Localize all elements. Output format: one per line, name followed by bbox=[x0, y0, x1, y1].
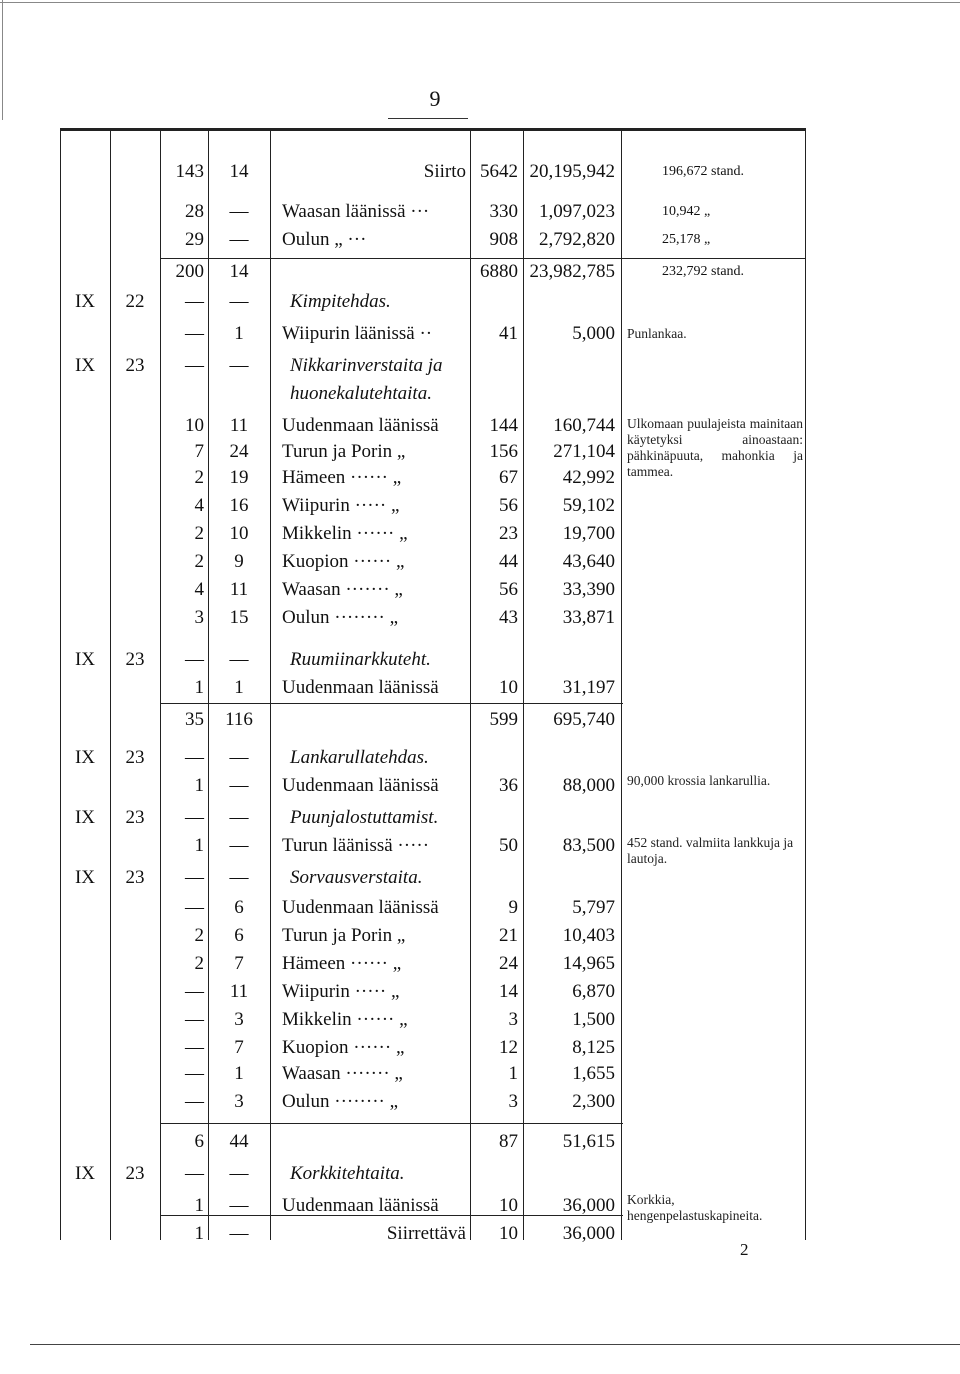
cell-value: 5,000 bbox=[572, 323, 615, 344]
cell-value: 19,700 bbox=[562, 523, 615, 544]
cell-name: huonekalutehtaita. bbox=[290, 383, 432, 404]
note-lankarullia: 90,000 krossia lankarullia. bbox=[627, 773, 771, 788]
cell-c3: 3 bbox=[194, 607, 204, 628]
cell-c4: 14 bbox=[229, 261, 249, 282]
cell-workers: 10 bbox=[499, 677, 518, 698]
cell-c3: — bbox=[185, 649, 204, 670]
cell-name: Uudenmaan läänissä bbox=[282, 677, 439, 698]
cell-c3: 7 bbox=[194, 441, 204, 462]
cell-value: 271,104 bbox=[553, 441, 615, 462]
cell-name: Sorvausverstaita. bbox=[290, 867, 423, 888]
cell-c4: — bbox=[229, 775, 249, 796]
cell-c4: 44 bbox=[229, 1131, 249, 1152]
cell-c4: 9 bbox=[234, 551, 244, 572]
cell-workers: 156 bbox=[489, 441, 518, 462]
cell-c1: IX bbox=[74, 291, 96, 312]
cell-c3: 2 bbox=[194, 523, 204, 544]
cell-name: Kuopion ······ „ bbox=[282, 551, 405, 572]
cell-workers: 56 bbox=[499, 495, 518, 516]
cell-c2: 23 bbox=[125, 649, 145, 670]
cell-c4: 1 bbox=[234, 677, 244, 698]
cell-value: 20,195,942 bbox=[529, 161, 615, 182]
cell-name: Mikkelin ······ „ bbox=[282, 523, 408, 544]
cell-c3: 6 bbox=[194, 1131, 204, 1152]
cell-c3: 1 bbox=[194, 775, 204, 796]
cell-name: Uudenmaan läänissä bbox=[282, 415, 439, 436]
cell-workers: 56 bbox=[499, 579, 518, 600]
cell-value: 33,871 bbox=[562, 607, 615, 628]
cell-c4: 10 bbox=[229, 523, 249, 544]
cell-c2: 22 bbox=[125, 291, 145, 312]
cell-name: Kuopion ······ „ bbox=[282, 1037, 405, 1058]
cell-workers: 41 bbox=[499, 323, 518, 344]
cell-value: 160,744 bbox=[553, 415, 615, 436]
cell-c3: 1 bbox=[194, 1223, 204, 1244]
cell-value: 83,500 bbox=[562, 835, 615, 856]
cell-name: Turun läänissä ····· bbox=[282, 835, 430, 856]
cell-c2: 23 bbox=[125, 1163, 145, 1184]
cell-value: 36,000 bbox=[562, 1195, 615, 1216]
cell-c1: IX bbox=[74, 747, 96, 768]
cell-c3: 2 bbox=[194, 551, 204, 572]
cell-value: 23,982,785 bbox=[529, 261, 615, 282]
cell-c1: IX bbox=[74, 867, 96, 888]
cell-c3: — bbox=[185, 355, 204, 376]
cell-value: 59,102 bbox=[562, 495, 615, 516]
cell-name: Nikkarinverstaita ja bbox=[290, 355, 443, 376]
cell-c3: — bbox=[185, 807, 204, 828]
cell-workers: 43 bbox=[499, 607, 518, 628]
cell-c1: IX bbox=[74, 1163, 96, 1184]
cell-c3: 2 bbox=[194, 467, 204, 488]
cell-name: Korkkitehtaita. bbox=[290, 1163, 405, 1184]
cell-c3: 10 bbox=[185, 415, 204, 436]
cell-workers: 10 bbox=[499, 1223, 518, 1244]
footer-number: 2 bbox=[740, 1240, 749, 1259]
cell-workers: 3 bbox=[508, 1091, 518, 1112]
cell-c3: 2 bbox=[194, 953, 204, 974]
cell-value: 8,125 bbox=[572, 1037, 615, 1058]
cell-workers: 10 bbox=[499, 1195, 518, 1216]
cell-c2: 23 bbox=[125, 747, 145, 768]
cell-name: Waasan läänissä ··· bbox=[282, 201, 430, 222]
cell-c3: — bbox=[185, 1009, 204, 1030]
cell-c3: 29 bbox=[185, 229, 204, 250]
cell-c4: — bbox=[229, 649, 249, 670]
cell-c4: — bbox=[229, 355, 249, 376]
bottom-rule bbox=[30, 1344, 960, 1345]
cell-c4: 14 bbox=[229, 161, 249, 182]
cell-workers: 87 bbox=[499, 1131, 518, 1152]
cell-workers: 24 bbox=[499, 953, 518, 974]
cell-value: 1,500 bbox=[572, 1009, 615, 1030]
cell-value: 5,797 bbox=[572, 897, 615, 918]
cell-name: Uudenmaan läänissä bbox=[282, 897, 439, 918]
cell-c3: 200 bbox=[175, 261, 204, 282]
cell-value: 2,792,820 bbox=[539, 229, 615, 250]
cell-value: 695,740 bbox=[553, 709, 615, 730]
sum-rule bbox=[160, 703, 623, 704]
cell-c4: 3 bbox=[234, 1009, 244, 1030]
sum-rule bbox=[160, 258, 805, 259]
cell-c4: — bbox=[229, 1163, 249, 1184]
cell-value: 43,640 bbox=[562, 551, 615, 572]
cell-workers: 3 bbox=[508, 1009, 518, 1030]
cell-c3: — bbox=[185, 867, 204, 888]
cell-value: 36,000 bbox=[562, 1223, 615, 1244]
cell-c2: 23 bbox=[125, 867, 145, 888]
cell-c3: — bbox=[185, 981, 204, 1002]
cell-c4: 24 bbox=[229, 441, 249, 462]
cell-name: Uudenmaan läänissä bbox=[282, 1195, 439, 1216]
cell-c4: 116 bbox=[225, 709, 253, 730]
sum-rule bbox=[160, 1123, 623, 1124]
cell-value: 33,390 bbox=[562, 579, 615, 600]
cell-value: 10,403 bbox=[562, 925, 615, 946]
cell-value: 51,615 bbox=[562, 1131, 615, 1152]
cell-workers: 44 bbox=[499, 551, 518, 572]
cell-c4: 19 bbox=[229, 467, 249, 488]
cell-c4: 7 bbox=[234, 953, 244, 974]
cell-c4: 1 bbox=[234, 323, 244, 344]
cell-workers: 12 bbox=[499, 1037, 518, 1058]
cell-workers: 67 bbox=[499, 467, 518, 488]
cell-c3: 28 bbox=[185, 201, 204, 222]
cell-name: Waasan ······· „ bbox=[282, 1063, 403, 1084]
cell-c4: — bbox=[229, 835, 249, 856]
cell-c3: — bbox=[185, 1037, 204, 1058]
cell-name: Hämeen ······ „ bbox=[282, 953, 402, 974]
cell-name: Siirrettävä bbox=[386, 1223, 466, 1244]
note-punlankaa: Punlankaa. bbox=[627, 326, 687, 341]
cell-name: Oulun „ ··· bbox=[282, 229, 367, 250]
cell-name: Oulun ········ „ bbox=[282, 1091, 399, 1112]
cell-value: 42,992 bbox=[562, 467, 615, 488]
cell-c4: — bbox=[229, 1223, 249, 1244]
cell-c3: — bbox=[185, 291, 204, 312]
page-number: 9 bbox=[429, 86, 441, 111]
column-rule bbox=[805, 128, 806, 1240]
cell-name: Kimpitehdas. bbox=[290, 291, 391, 312]
cell-c4: 1 bbox=[234, 1063, 244, 1084]
cell-c4: 6 bbox=[234, 925, 244, 946]
cell-name: Ruumiinarkkuteht. bbox=[290, 649, 431, 670]
cell-c4: — bbox=[229, 201, 249, 222]
column-rule bbox=[621, 128, 622, 1240]
cell-name: Waasan ······· „ bbox=[282, 579, 403, 600]
cell-value: 2,300 bbox=[572, 1091, 615, 1112]
table-top-rule bbox=[60, 128, 805, 131]
note-ulkomaan-puulajeista: Ulkomaan puulajeista mainitaan käytetyksi ainoastaan: pähkinäpuuta, mahonkia ja tammea. bbox=[627, 416, 803, 479]
cell-value: 6,870 bbox=[572, 981, 615, 1002]
cell-c3: — bbox=[185, 747, 204, 768]
cell-c2: 23 bbox=[125, 807, 145, 828]
note-korkkia: Korkkia, hengenpelastuskapineita. bbox=[627, 1192, 763, 1223]
cell-value: 31,197 bbox=[562, 677, 615, 698]
cell-workers: 23 bbox=[499, 523, 518, 544]
cell-c4: 11 bbox=[229, 579, 249, 600]
cell-workers: 599 bbox=[489, 709, 518, 730]
cell-c4: 3 bbox=[234, 1091, 244, 1112]
cell-name: Puunjalostuttamist. bbox=[290, 807, 439, 828]
cell-workers: 50 bbox=[499, 835, 518, 856]
cell-c4: — bbox=[229, 229, 249, 250]
cell-value: 14,965 bbox=[562, 953, 615, 974]
cell-c4: — bbox=[229, 1195, 249, 1216]
cell-name: Wiipurin ····· „ bbox=[282, 495, 400, 516]
cell-c4: 11 bbox=[229, 981, 249, 1002]
cell-c1: IX bbox=[74, 807, 96, 828]
cell-c4: 15 bbox=[229, 607, 249, 628]
cell-name: Lankarullatehdas. bbox=[290, 747, 429, 768]
cell-c3: 143 bbox=[175, 161, 204, 182]
cell-name: Hämeen ······ „ bbox=[282, 467, 402, 488]
cell-name: Uudenmaan läänissä bbox=[282, 775, 439, 796]
cell-c4: 11 bbox=[229, 415, 249, 436]
cell-name: Oulun ········ „ bbox=[282, 607, 399, 628]
cell-c3: — bbox=[185, 1091, 204, 1112]
cell-c3: — bbox=[185, 1163, 204, 1184]
cell-c3: 4 bbox=[194, 495, 204, 516]
cell-c1: IX bbox=[74, 355, 96, 376]
cell-c3: 2 bbox=[194, 925, 204, 946]
cell-stand: 25,178 „ bbox=[662, 232, 711, 247]
cell-c4: — bbox=[229, 807, 249, 828]
cell-workers: 6880 bbox=[480, 261, 518, 282]
cell-name: Wiipurin läänissä ·· bbox=[282, 323, 433, 344]
cell-name: Turun ja Porin „ bbox=[282, 925, 406, 946]
cell-c4: — bbox=[229, 747, 249, 768]
cell-c4: 6 bbox=[234, 897, 244, 918]
cell-workers: 1 bbox=[508, 1063, 518, 1084]
cell-c3: 1 bbox=[194, 677, 204, 698]
cell-c3: 1 bbox=[194, 1195, 204, 1216]
cell-value: 88,000 bbox=[562, 775, 615, 796]
column-rule bbox=[270, 128, 271, 1240]
cell-value: 1,097,023 bbox=[539, 201, 615, 222]
cell-workers: 144 bbox=[489, 415, 518, 436]
cell-c2: 23 bbox=[125, 355, 145, 376]
cell-stand: 196,672 stand. bbox=[662, 164, 745, 179]
cell-workers: 908 bbox=[489, 229, 518, 250]
cell-name: Mikkelin ······ „ bbox=[282, 1009, 408, 1030]
cell-stand: 10,942 „ bbox=[662, 204, 711, 219]
cell-c4: — bbox=[229, 867, 249, 888]
cell-workers: 9 bbox=[508, 897, 518, 918]
cell-c1: IX bbox=[74, 649, 96, 670]
cell-c3: 4 bbox=[194, 579, 204, 600]
cell-c3: 1 bbox=[194, 835, 204, 856]
cell-c4: 7 bbox=[234, 1037, 244, 1058]
cell-workers: 36 bbox=[499, 775, 518, 796]
cell-workers: 14 bbox=[499, 981, 518, 1002]
cell-c3: — bbox=[185, 323, 204, 344]
cell-c4: — bbox=[229, 291, 249, 312]
cell-workers: 330 bbox=[489, 201, 518, 222]
cell-workers: 21 bbox=[499, 925, 518, 946]
cell-c3: — bbox=[185, 897, 204, 918]
cell-c3: — bbox=[185, 1063, 204, 1084]
cell-workers: 5642 bbox=[480, 161, 518, 182]
cell-name: Turun ja Porin „ bbox=[282, 441, 406, 462]
note-lankkuja: 452 stand. valmiita lankkuja ja lautoja. bbox=[627, 835, 794, 866]
cell-c3: 35 bbox=[185, 709, 204, 730]
cell-name: Wiipurin ····· „ bbox=[282, 981, 400, 1002]
cell-c4: 16 bbox=[229, 495, 249, 516]
cell-value: 1,655 bbox=[572, 1063, 615, 1084]
cell-name: Siirto bbox=[423, 161, 466, 182]
cell-stand: 232,792 stand. bbox=[662, 264, 745, 279]
